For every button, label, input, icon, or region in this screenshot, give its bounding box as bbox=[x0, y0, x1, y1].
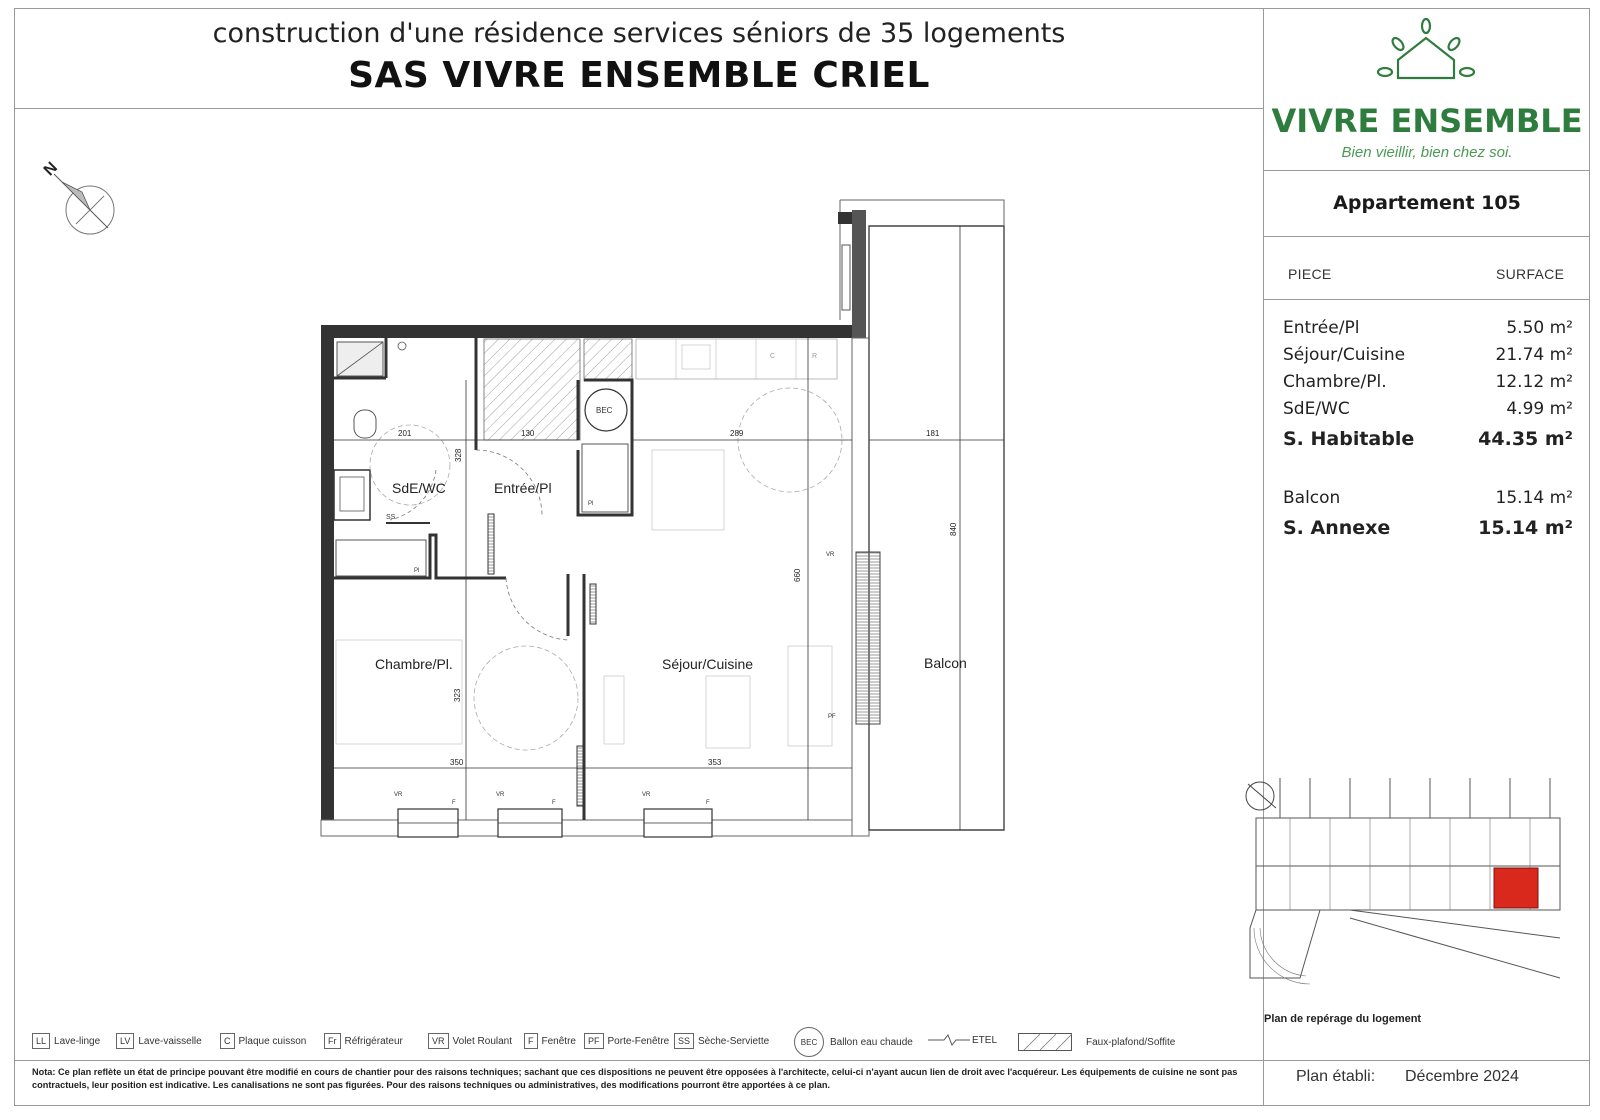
toilet-icon bbox=[354, 410, 376, 438]
divider-brand bbox=[1264, 170, 1590, 171]
legend-label: Lave-linge bbox=[54, 1035, 101, 1047]
shutter-tag: VR bbox=[394, 792, 403, 798]
shutter-tag: VR bbox=[826, 552, 835, 558]
legend-item bbox=[524, 1033, 576, 1049]
legend-label: Fenêtre bbox=[541, 1035, 576, 1047]
dimension-lines bbox=[334, 226, 1004, 830]
kitchen-appliances bbox=[676, 339, 796, 379]
legend-code: Fr bbox=[324, 1033, 341, 1049]
shower-head-icon bbox=[398, 342, 406, 350]
hatch-icon bbox=[1018, 1033, 1072, 1051]
dimension-label: 181 bbox=[926, 429, 940, 438]
interior-partitions bbox=[334, 338, 632, 820]
closet-tag: Pl bbox=[588, 501, 594, 507]
radiator-icon bbox=[590, 584, 596, 624]
legend-item bbox=[1018, 1033, 1175, 1051]
brand-name: VIVRE ENSEMBLE bbox=[1271, 102, 1583, 140]
balcony-outline bbox=[869, 226, 1004, 830]
legend-item bbox=[428, 1033, 512, 1049]
legend-code: LL bbox=[32, 1033, 50, 1049]
habitable-label: S. Habitable bbox=[1283, 428, 1415, 450]
room-name: SdE/WC bbox=[1283, 399, 1350, 419]
legend-label: Faux-plafond/Soffite bbox=[1086, 1036, 1176, 1048]
legend-code: F bbox=[524, 1033, 538, 1049]
wall-west bbox=[321, 325, 334, 835]
dimension-label: 353 bbox=[708, 758, 722, 767]
brand-tagline: Bien vieillir, bien chez soi. bbox=[1341, 144, 1513, 161]
dimension-label: 289 bbox=[730, 429, 744, 438]
dimension-label: 840 bbox=[949, 522, 958, 536]
column-header-surface: SURFACE bbox=[1496, 266, 1565, 282]
apartment-title: Appartement 105 bbox=[1333, 192, 1521, 214]
sink-basin-icon bbox=[340, 477, 364, 511]
divider-footer bbox=[14, 1060, 1590, 1061]
project-subtitle: construction d'une résidence services séniors de 35 logements bbox=[212, 18, 1066, 49]
false-ceiling-zone bbox=[584, 339, 632, 381]
radiator-icon bbox=[488, 514, 494, 574]
closet-chambre bbox=[336, 540, 426, 576]
water-heater-tag: BEC bbox=[596, 406, 613, 415]
dimension-label: 660 bbox=[793, 568, 802, 582]
room-label-entree: Entrée/Pl bbox=[494, 480, 552, 496]
legend-item bbox=[32, 1033, 100, 1049]
legend-label: Plaque cuisson bbox=[238, 1035, 307, 1047]
plan-date-label: Plan établi: bbox=[1296, 1068, 1376, 1085]
dimension-label: 323 bbox=[453, 688, 462, 702]
legend-item bbox=[220, 1033, 306, 1049]
appliance-tag-fridge: R bbox=[812, 353, 818, 360]
door-swings bbox=[390, 450, 568, 640]
legend-label: Sèche-Serviette bbox=[698, 1035, 770, 1047]
towel-dryer-tag: SS bbox=[386, 514, 396, 521]
kitchen-counter bbox=[636, 339, 837, 379]
plan-date-value: Décembre 2024 bbox=[1405, 1068, 1519, 1085]
room-surface: 12.12 m² bbox=[1495, 372, 1573, 392]
room-label-sde: SdE/WC bbox=[392, 480, 446, 496]
legend-label: Porte-Fenêtre bbox=[607, 1035, 670, 1047]
sink-icon bbox=[334, 470, 370, 520]
north-label: N bbox=[40, 159, 62, 180]
legend-label: Ballon eau chaude bbox=[830, 1036, 913, 1048]
room-surface: 4.99 m² bbox=[1506, 399, 1573, 419]
legend-label: Réfrigérateur bbox=[344, 1035, 403, 1047]
wall-east-upper bbox=[852, 210, 866, 338]
window-south bbox=[498, 809, 562, 837]
window-tag: F bbox=[552, 800, 556, 806]
shutter-tag: VR bbox=[642, 792, 651, 798]
window-east-small bbox=[842, 245, 850, 310]
window-tag: F bbox=[452, 800, 456, 806]
legend-code: LV bbox=[116, 1033, 134, 1049]
false-ceiling-zone bbox=[484, 339, 580, 440]
balcony-column bbox=[838, 212, 852, 224]
legend-code: SS bbox=[674, 1033, 694, 1049]
appliance-tag-cooktop: C bbox=[770, 353, 776, 360]
legend-code: PF bbox=[584, 1033, 604, 1049]
turning-circles bbox=[370, 388, 842, 750]
legend-item bbox=[324, 1033, 403, 1049]
room-name: Chambre/Pl. bbox=[1283, 372, 1387, 392]
shutter-tag: VR bbox=[496, 792, 505, 798]
room-name: Séjour/Cuisine bbox=[1283, 345, 1406, 365]
room-surface: 21.74 m² bbox=[1495, 345, 1573, 365]
room-label-chambre: Chambre/Pl. bbox=[375, 656, 453, 672]
dimension-label: 350 bbox=[450, 758, 464, 767]
radiator-icon bbox=[577, 746, 583, 806]
room-surface: 5.50 m² bbox=[1506, 318, 1573, 338]
divider-table-head bbox=[1264, 299, 1590, 300]
legend-item bbox=[674, 1033, 769, 1049]
dimension-label: 201 bbox=[398, 429, 412, 438]
annex-surface: 15.14 m² bbox=[1495, 488, 1573, 508]
window-tag: F bbox=[706, 800, 710, 806]
french-window-tag: PF bbox=[828, 714, 836, 720]
room-label-balcon: Balcon bbox=[924, 655, 967, 671]
habitable-surface: 44.35 m² bbox=[1478, 428, 1573, 450]
annex-total-label: S. Annexe bbox=[1283, 517, 1391, 539]
legend-label: Lave-vaisselle bbox=[138, 1035, 202, 1047]
legend-label: ETEL bbox=[972, 1034, 998, 1046]
legend-label: Volet Roulant bbox=[452, 1035, 513, 1047]
divider-apt bbox=[1264, 236, 1590, 237]
dimension-label: 328 bbox=[454, 448, 463, 462]
etel-icon bbox=[928, 1033, 970, 1047]
key-plan-caption: Plan de repérage du logement bbox=[1264, 1013, 1422, 1025]
legend-item bbox=[794, 1027, 913, 1057]
legend-item bbox=[116, 1033, 202, 1049]
legend-item bbox=[928, 1033, 997, 1047]
disclaimer-note: Nota: Ce plan reflète un état de principe pouvant être modifié en cours de chantier pour des raisons techniques; sachant que ces dispositions ne peuvent être opposées à l'architecte, celui-ci n'ayant aucun lien de droit avec l'acquéreur. Les équipements de cuisine ne sont pas contractuels, leur position est indicative. Les canalisations ne sont pas figurées. Pour des raisons techniques ou administratives, des modifications pourront être apportées à ce plan. bbox=[32, 1067, 1238, 1090]
wall-north bbox=[321, 325, 852, 338]
brand-logo-icon bbox=[1372, 16, 1482, 94]
window-south bbox=[398, 809, 458, 837]
key-plan-highlight bbox=[1494, 868, 1538, 908]
dimension-label: 130 bbox=[521, 429, 535, 438]
project-title: SAS VIVRE ENSEMBLE CRIEL bbox=[348, 55, 930, 96]
key-plan bbox=[1240, 778, 1580, 1003]
annex-name: Balcon bbox=[1283, 488, 1341, 508]
french-window-east bbox=[856, 552, 880, 724]
legend-code: VR bbox=[428, 1033, 449, 1049]
closet-tag: Pl bbox=[414, 568, 420, 574]
legend-code: BEC bbox=[794, 1027, 824, 1057]
room-name: Entrée/Pl bbox=[1283, 318, 1360, 338]
legend-item bbox=[584, 1033, 669, 1049]
window-south bbox=[644, 809, 712, 837]
annex-total-surface: 15.14 m² bbox=[1478, 517, 1573, 539]
legend-code: C bbox=[220, 1033, 235, 1049]
room-label-sejour: Séjour/Cuisine bbox=[662, 656, 754, 672]
column-header-piece: PIECE bbox=[1288, 266, 1332, 282]
